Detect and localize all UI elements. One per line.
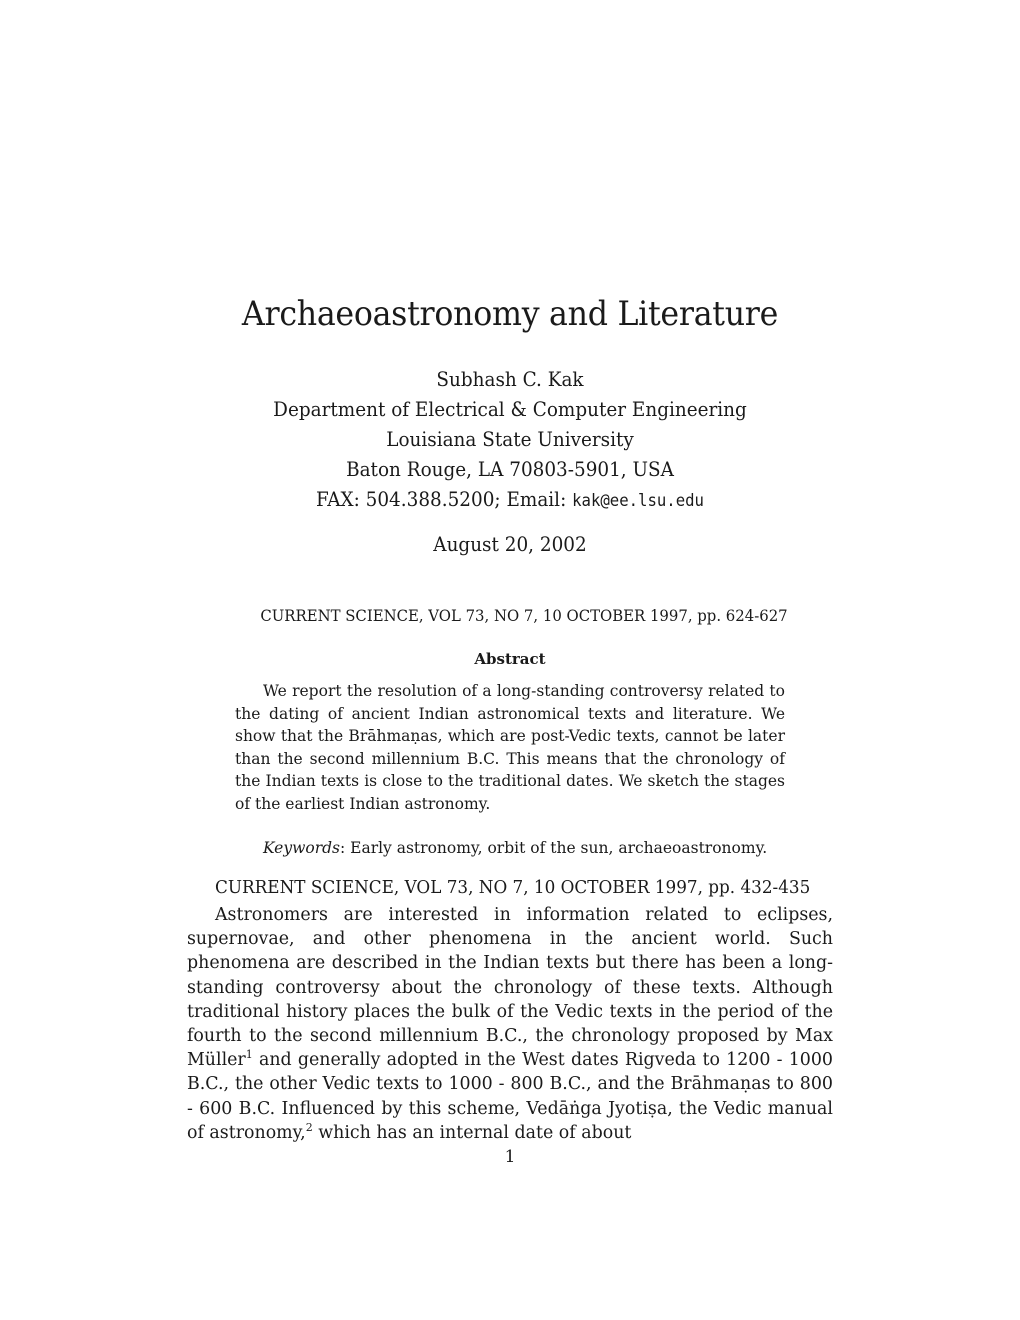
body-text-part2: and generally adopted in the West dates Rigveda to 1200 - 1000 B.C., the other Vedic texts to 1000 - 800 B.C., and the Brāhmaṇas to 800 - 600 B.C. Influenced by this scheme, Vedāṅga Jyotiṣa, the Vedic manual of astronomy, [187,1050,833,1143]
footnote-marker-1: 1 [245,1048,253,1062]
body-text-part1: Astronomers are interested in information related to eclipses, supernovae, and other phenomena in the ancient world. Such phenomena are described in the Indian texts but there has been a long-standing controversy about the chronology of these texts. Although traditional history places the bulk of the Vedic texts in the period of the fourth to the second millennium B.C., the chronology proposed by Max Müller [187,905,833,1071]
keywords-label: Keywords [263,839,340,857]
page-number: 1 [504,1147,516,1167]
author-department: Department of Electrical & Computer Engineering [273,397,747,421]
body-text-part3: which has an internal date of about [312,1122,632,1143]
abstract-text: We report the resolution of a long-standing controversy related to the dating of ancient Indian astronomical texts and literature. We show that the Brāhmaṇas, which are post-Vedic texts, cannot be later than the second millennium B.C. This means that the chronology of the Indian texts is close to the traditional dates. We sketch the stages of the earliest Indian astronomy. [235,682,785,813]
citation-header: CURRENT SCIENCE, VOL 73, NO 7, 10 OCTOBER 1997, pp. 624-627 [260,606,788,625]
author-contact [41,484,979,516]
contact-fax-prefix: FAX: 504.388.5200; Email: [316,487,573,511]
paper-title: Archaeoastronomy and Literature [241,294,779,334]
citation-body: CURRENT SCIENCE, VOL 73, NO 7, 10 OCTOBER 1997, pp. 432-435 [215,878,811,898]
keywords [263,839,823,857]
paper-date: August 20, 2002 [433,532,587,556]
author-address: Baton Rouge, LA 70803-5901, USA [346,457,674,481]
keywords-text: : Early astronomy, orbit of the sun, archaeoastronomy. [339,839,768,857]
body-paragraph [187,903,833,1145]
author-university: Louisiana State University [386,427,634,451]
author-name: Subhash C. Kak [436,367,584,391]
author-block [0,364,1020,516]
abstract-heading: Abstract [474,650,546,668]
author-email: kak@ee.lsu.edu [572,491,704,511]
footnote-marker-2: 2 [305,1121,313,1135]
